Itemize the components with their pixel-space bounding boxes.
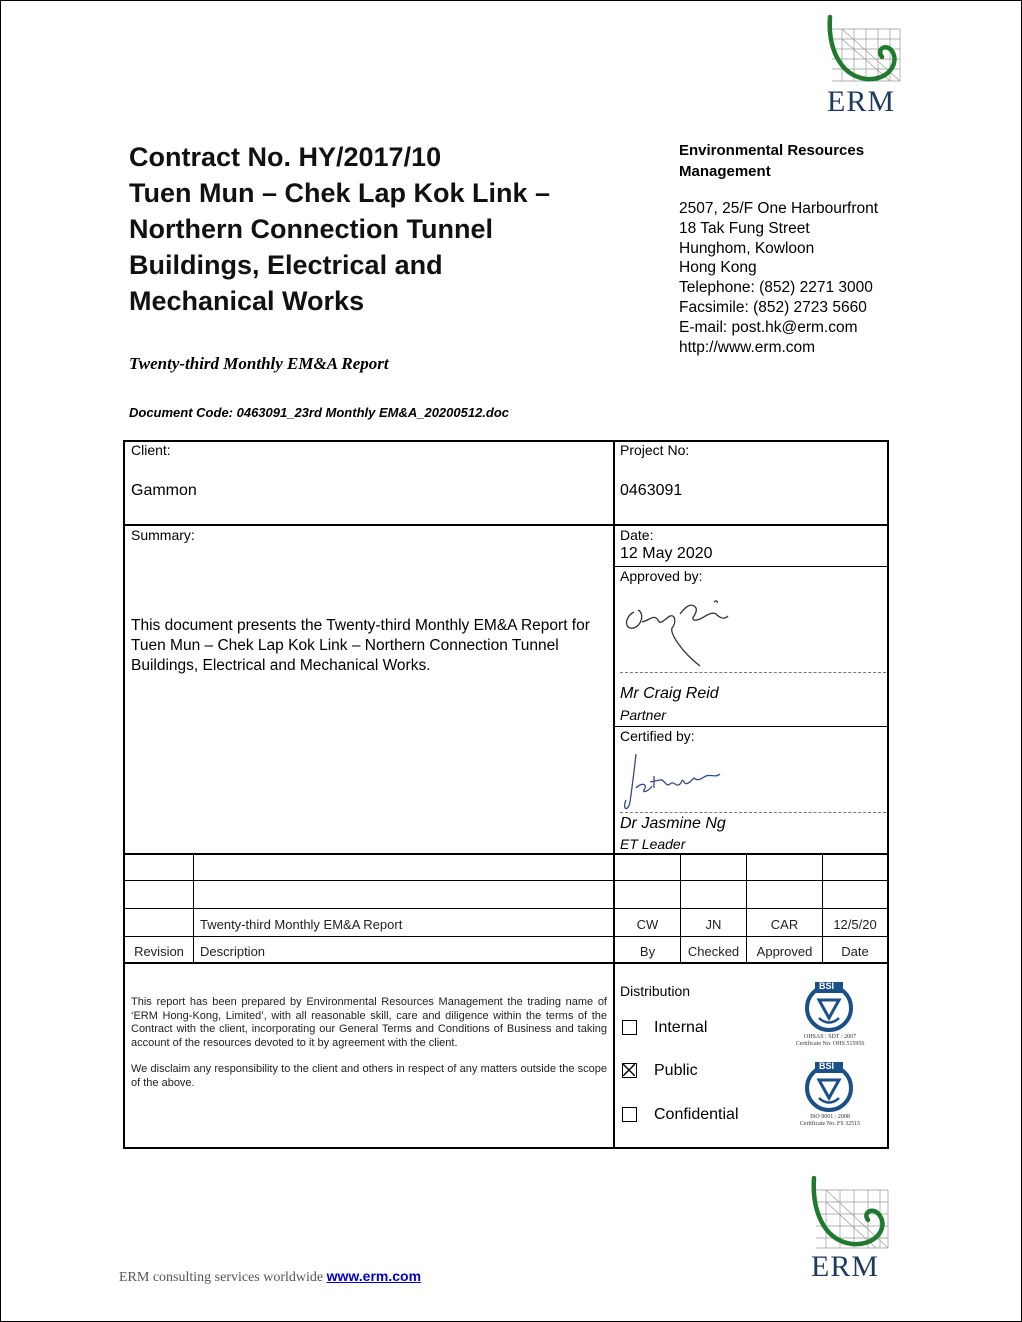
certified-by-label: Certified by: [620, 728, 695, 744]
public-label: Public [654, 1062, 698, 1079]
erm-logo-mark-icon [826, 15, 902, 87]
erm-logo-bottom [810, 1176, 890, 1286]
col-divider-revision [193, 853, 194, 962]
certifier-name: Dr Jasmine Ng [620, 815, 726, 832]
company-name-line-2: Management [679, 163, 771, 180]
header-date: Date [841, 944, 869, 959]
ohsas-cert-line-2: Certificate No. OHS 515956 [795, 1041, 865, 1047]
bsi-ohsas-badge [785, 982, 875, 1052]
erm-logo-mark-icon [810, 1176, 890, 1252]
header-revision: Revision [134, 944, 184, 959]
row-divider-revisions-top [125, 853, 887, 855]
approved-by-label: Approved by: [620, 568, 703, 584]
revision-approved: CAR [770, 917, 799, 932]
row-divider-date [613, 566, 887, 567]
header-description: Description [200, 944, 266, 959]
bsi-mark-text: BSI [819, 1061, 835, 1071]
document-control-table [123, 440, 889, 1149]
disclaimer-paragraph-1: This report has been prepared by Environmental Resources Management the trading name of ‘ERM Hong-Kong, Limited’, with all reasonable skill, care and diligence within the terms of the Contract with the client, incorporating our General Terms and Conditions of Business and taking account of the resources devoted to it by agreement with the client. [131, 996, 607, 1049]
approver-role: Partner [620, 707, 666, 723]
summary-label: Summary: [131, 527, 195, 543]
row-divider-client [125, 524, 887, 526]
email: E-mail: post.hk@erm.com [679, 318, 858, 336]
date-label: Date: [620, 527, 654, 543]
address-line: Hunghom, Kowloon [679, 239, 815, 257]
row-divider-rev-2 [125, 908, 887, 909]
erm-logo-top [826, 15, 902, 120]
row-divider-rev-3 [125, 936, 887, 937]
date-value: 12 May 2020 [620, 545, 713, 562]
revision-by: CW [636, 917, 659, 932]
revision-checked: JN [705, 917, 722, 932]
certifier-role: ET Leader [620, 836, 686, 852]
certifier-signature-icon [620, 748, 730, 818]
address-line: Hong Kong [679, 259, 757, 277]
revision-date: 12/5/20 [833, 917, 877, 932]
footer-tagline: ERM consulting services worldwide [119, 1270, 324, 1285]
revision-description: Twenty-third Monthly EM&A Report [200, 917, 403, 932]
document-code: Document Code: 0463091_23rd Monthly EM&A_20200512.doc [129, 405, 510, 420]
telephone: Telephone: (852) 2271 3000 [679, 279, 873, 297]
summary-text: This document presents the Twenty-third Monthly EM&A Report for Tuen Mun – Chek Lap Kok Link – Northern Connection Tunnel Buildings, Electrical and Mechanical Works. [131, 617, 590, 674]
internal-checkbox[interactable] [622, 1020, 637, 1035]
company-address [679, 199, 878, 357]
erm-logo-text: ERM [827, 85, 896, 118]
iso-cert-line-1: ISO 9001 : 2008 [810, 1114, 850, 1120]
header-approved: Approved [756, 944, 813, 959]
bsi-iso-badge [785, 1062, 875, 1132]
checked-x-icon [623, 1064, 635, 1076]
approver-name: Mr Craig Reid [620, 685, 719, 702]
erm-logo-text: ERM [811, 1250, 880, 1283]
public-checkbox[interactable] [622, 1063, 637, 1078]
footer [119, 1268, 421, 1286]
main-divider [613, 442, 615, 1147]
company-name [679, 140, 864, 182]
client-value: Gammon [131, 482, 197, 499]
row-divider-footer [125, 962, 887, 964]
address-line: 18 Tak Fung Street [679, 219, 810, 237]
project-value: 0463091 [620, 482, 683, 499]
footer-website-link[interactable]: www.erm.com [326, 1268, 422, 1284]
website: http://www.erm.com [679, 338, 816, 356]
approver-signature-line [620, 672, 886, 673]
header-by: By [639, 944, 656, 959]
bsi-mark-text: BSI [819, 981, 835, 991]
facsimile: Facsimile: (852) 2723 5660 [679, 298, 867, 316]
iso-cert-line-2: Certificate No. FS 32515 [799, 1121, 861, 1127]
header-checked: Checked [687, 944, 740, 959]
title-line-5: Mechanical Works [129, 286, 365, 316]
distribution-label: Distribution [620, 983, 691, 999]
title-line-3: Northern Connection Tunnel [129, 214, 493, 244]
row-divider-rev-1 [125, 880, 887, 881]
confidential-checkbox[interactable] [622, 1107, 637, 1122]
company-name-line-1: Environmental Resources [679, 142, 865, 159]
title-line-1: Contract No. HY/2017/10 [129, 142, 442, 172]
client-label: Client: [131, 442, 171, 458]
disclaimer-paragraph-2: We disclaim any responsibility to the client and others in respect of any matters outside the scope of the above. [131, 1063, 607, 1089]
report-subtitle: Twenty-third Monthly EM&A Report [129, 354, 389, 373]
title-line-4: Buildings, Electrical and [129, 250, 443, 280]
address-line: 2507, 25/F One Harbourfront [679, 200, 879, 217]
project-label: Project No: [620, 442, 690, 458]
row-divider-approved [613, 726, 887, 727]
internal-label: Internal [654, 1019, 708, 1036]
title-line-2: Tuen Mun – Chek Lap Kok Link – [129, 178, 551, 208]
confidential-label: Confidential [654, 1106, 739, 1123]
certifier-signature-line [620, 812, 886, 813]
approver-signature-icon [620, 592, 740, 672]
ohsas-cert-line-1: OHSAS : SDT : 2007 [803, 1034, 857, 1040]
